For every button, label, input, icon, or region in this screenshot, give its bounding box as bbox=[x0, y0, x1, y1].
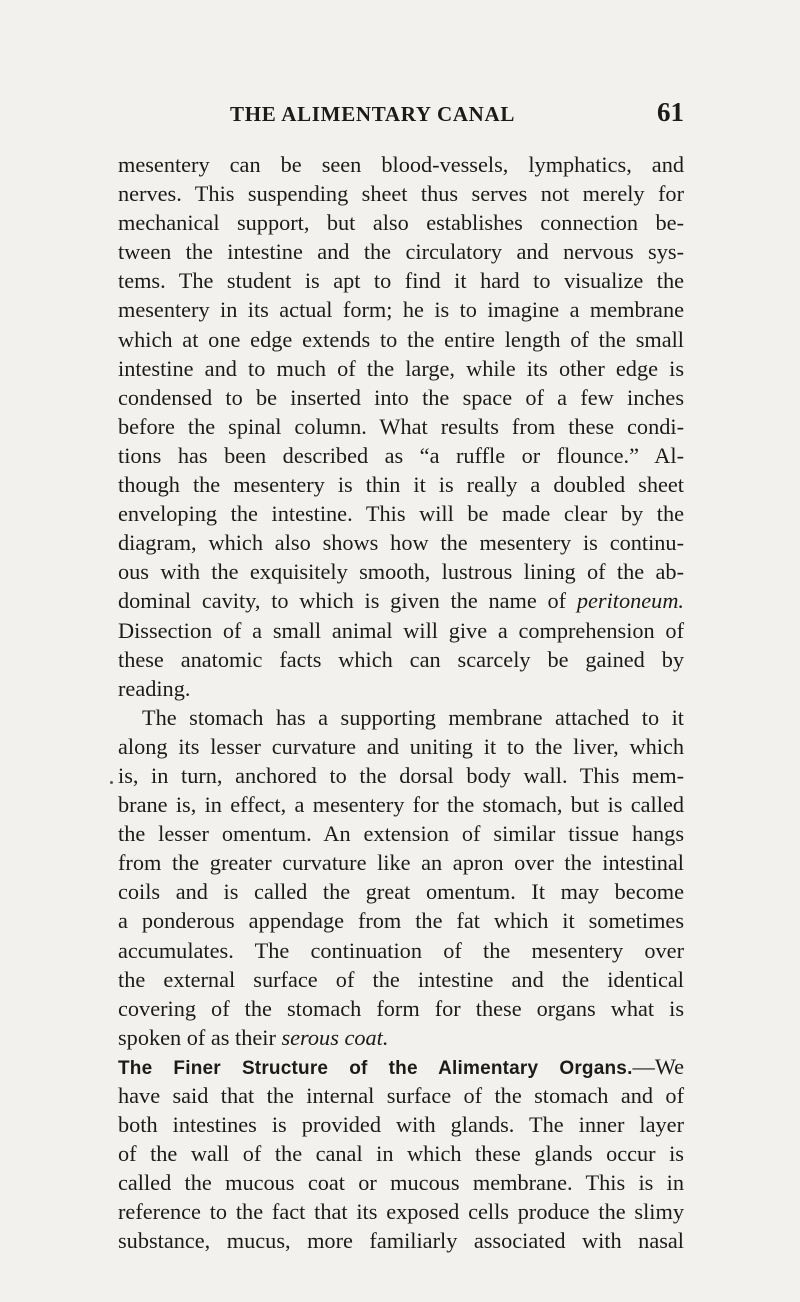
text-line: mesentery can be seen blood-vessels, lymphatics, and bbox=[118, 152, 684, 177]
text-line-with-term bbox=[118, 586, 684, 615]
text-line-with-term bbox=[118, 1023, 684, 1052]
italic-term-serous-coat: serous coat. bbox=[281, 1024, 389, 1050]
text-line: both intestines is provided with glands. The inner layer bbox=[118, 1112, 684, 1138]
text-line: mechanical support, but also establishes connection be- bbox=[118, 210, 684, 236]
text-run: spoken of as their bbox=[118, 1024, 282, 1050]
text-line: substance, mucus, more familiarly associated with nasal bbox=[118, 1228, 684, 1254]
text-line: tems. The student is apt to find it hard to visualize the bbox=[118, 268, 684, 294]
text-line: enveloping the intestine. This will be made clear by the bbox=[118, 501, 684, 527]
text-line: though the mesentery is thin it is really a doubled sheet bbox=[118, 472, 684, 498]
section-heading: The Finer Structure of the Alimentary Organs. bbox=[118, 1057, 633, 1079]
text-line: Dissection of a small animal will give a comprehension of bbox=[118, 617, 684, 643]
text-line: covering of the stomach form for these organs what is bbox=[118, 995, 684, 1021]
text-line: tions has been described as “a ruffle or flounce.” Al- bbox=[118, 442, 684, 468]
text-line: reference to the fact that its exposed cells produce the slimy bbox=[118, 1199, 684, 1225]
italic-term-peritoneum: peritoneum. bbox=[576, 588, 684, 614]
text-line: have said that the internal surface of the stomach and of bbox=[118, 1083, 684, 1108]
text-line: diagram, which also shows how the mesentery is continu- bbox=[118, 530, 684, 556]
text-line: the external surface of the intestine and the identical bbox=[118, 966, 684, 992]
print-speck bbox=[110, 781, 113, 784]
text-line: nerves. This suspending sheet thus serves not merely for bbox=[118, 181, 684, 207]
text-line: these anatomic facts which can scarcely be gained by bbox=[118, 646, 684, 672]
text-line: coils and is called the great omentum. It may become bbox=[118, 879, 684, 905]
text-line: mesentery in its actual form; he is to imagine a membrane bbox=[118, 297, 684, 323]
text-line: called the mucous coat or mucous membrane. This is in bbox=[118, 1170, 684, 1196]
text-run: —We bbox=[632, 1053, 684, 1079]
page-number: 61 bbox=[657, 97, 684, 127]
text-line: the lesser omentum. An extension of similar tissue hangs bbox=[118, 821, 684, 847]
text-line: condensed to be inserted into the space of a few inches bbox=[118, 384, 684, 410]
text-line: The stomach has a supporting membrane attached to it bbox=[142, 704, 684, 730]
text-line: intestine and to much of the large, while its other edge is bbox=[118, 355, 684, 381]
text-line: a ponderous appendage from the fat which it sometimes bbox=[118, 908, 684, 934]
text-line: reading. bbox=[118, 675, 191, 701]
text-line: ous with the exquisitely smooth, lustrous lining of the ab- bbox=[118, 559, 684, 585]
text-line: brane is, in effect, a mesentery for the stomach, but is called bbox=[118, 792, 684, 818]
paragraph-finer-structure bbox=[118, 1052, 684, 1256]
text-line: which at one edge extends to the entire length of the small bbox=[118, 326, 684, 352]
text-line: tween the intestine and the circulatory and nervous sys- bbox=[118, 239, 684, 265]
text-run: dominal cavity, to which is given the name of bbox=[118, 588, 577, 614]
body-text bbox=[118, 150, 684, 1256]
text-line-with-heading bbox=[118, 1052, 684, 1081]
text-line: is, in turn, anchored to the dorsal body wall. This mem- bbox=[118, 762, 684, 788]
page-header bbox=[118, 98, 684, 128]
text-line: before the spinal column. What results from these condi- bbox=[118, 413, 684, 439]
text-line: from the greater curvature like an apron over the intestinal bbox=[118, 850, 684, 876]
text-line: along its lesser curvature and uniting it to the liver, which bbox=[118, 733, 684, 759]
paragraph-mesentery bbox=[118, 150, 684, 703]
text-line: of the wall of the canal in which these glands occur is bbox=[118, 1141, 684, 1167]
running-title: THE ALIMENTARY CANAL bbox=[230, 102, 516, 126]
text-line: accumulates. The continuation of the mesentery over bbox=[118, 937, 684, 963]
paragraph-stomach bbox=[118, 703, 684, 1052]
